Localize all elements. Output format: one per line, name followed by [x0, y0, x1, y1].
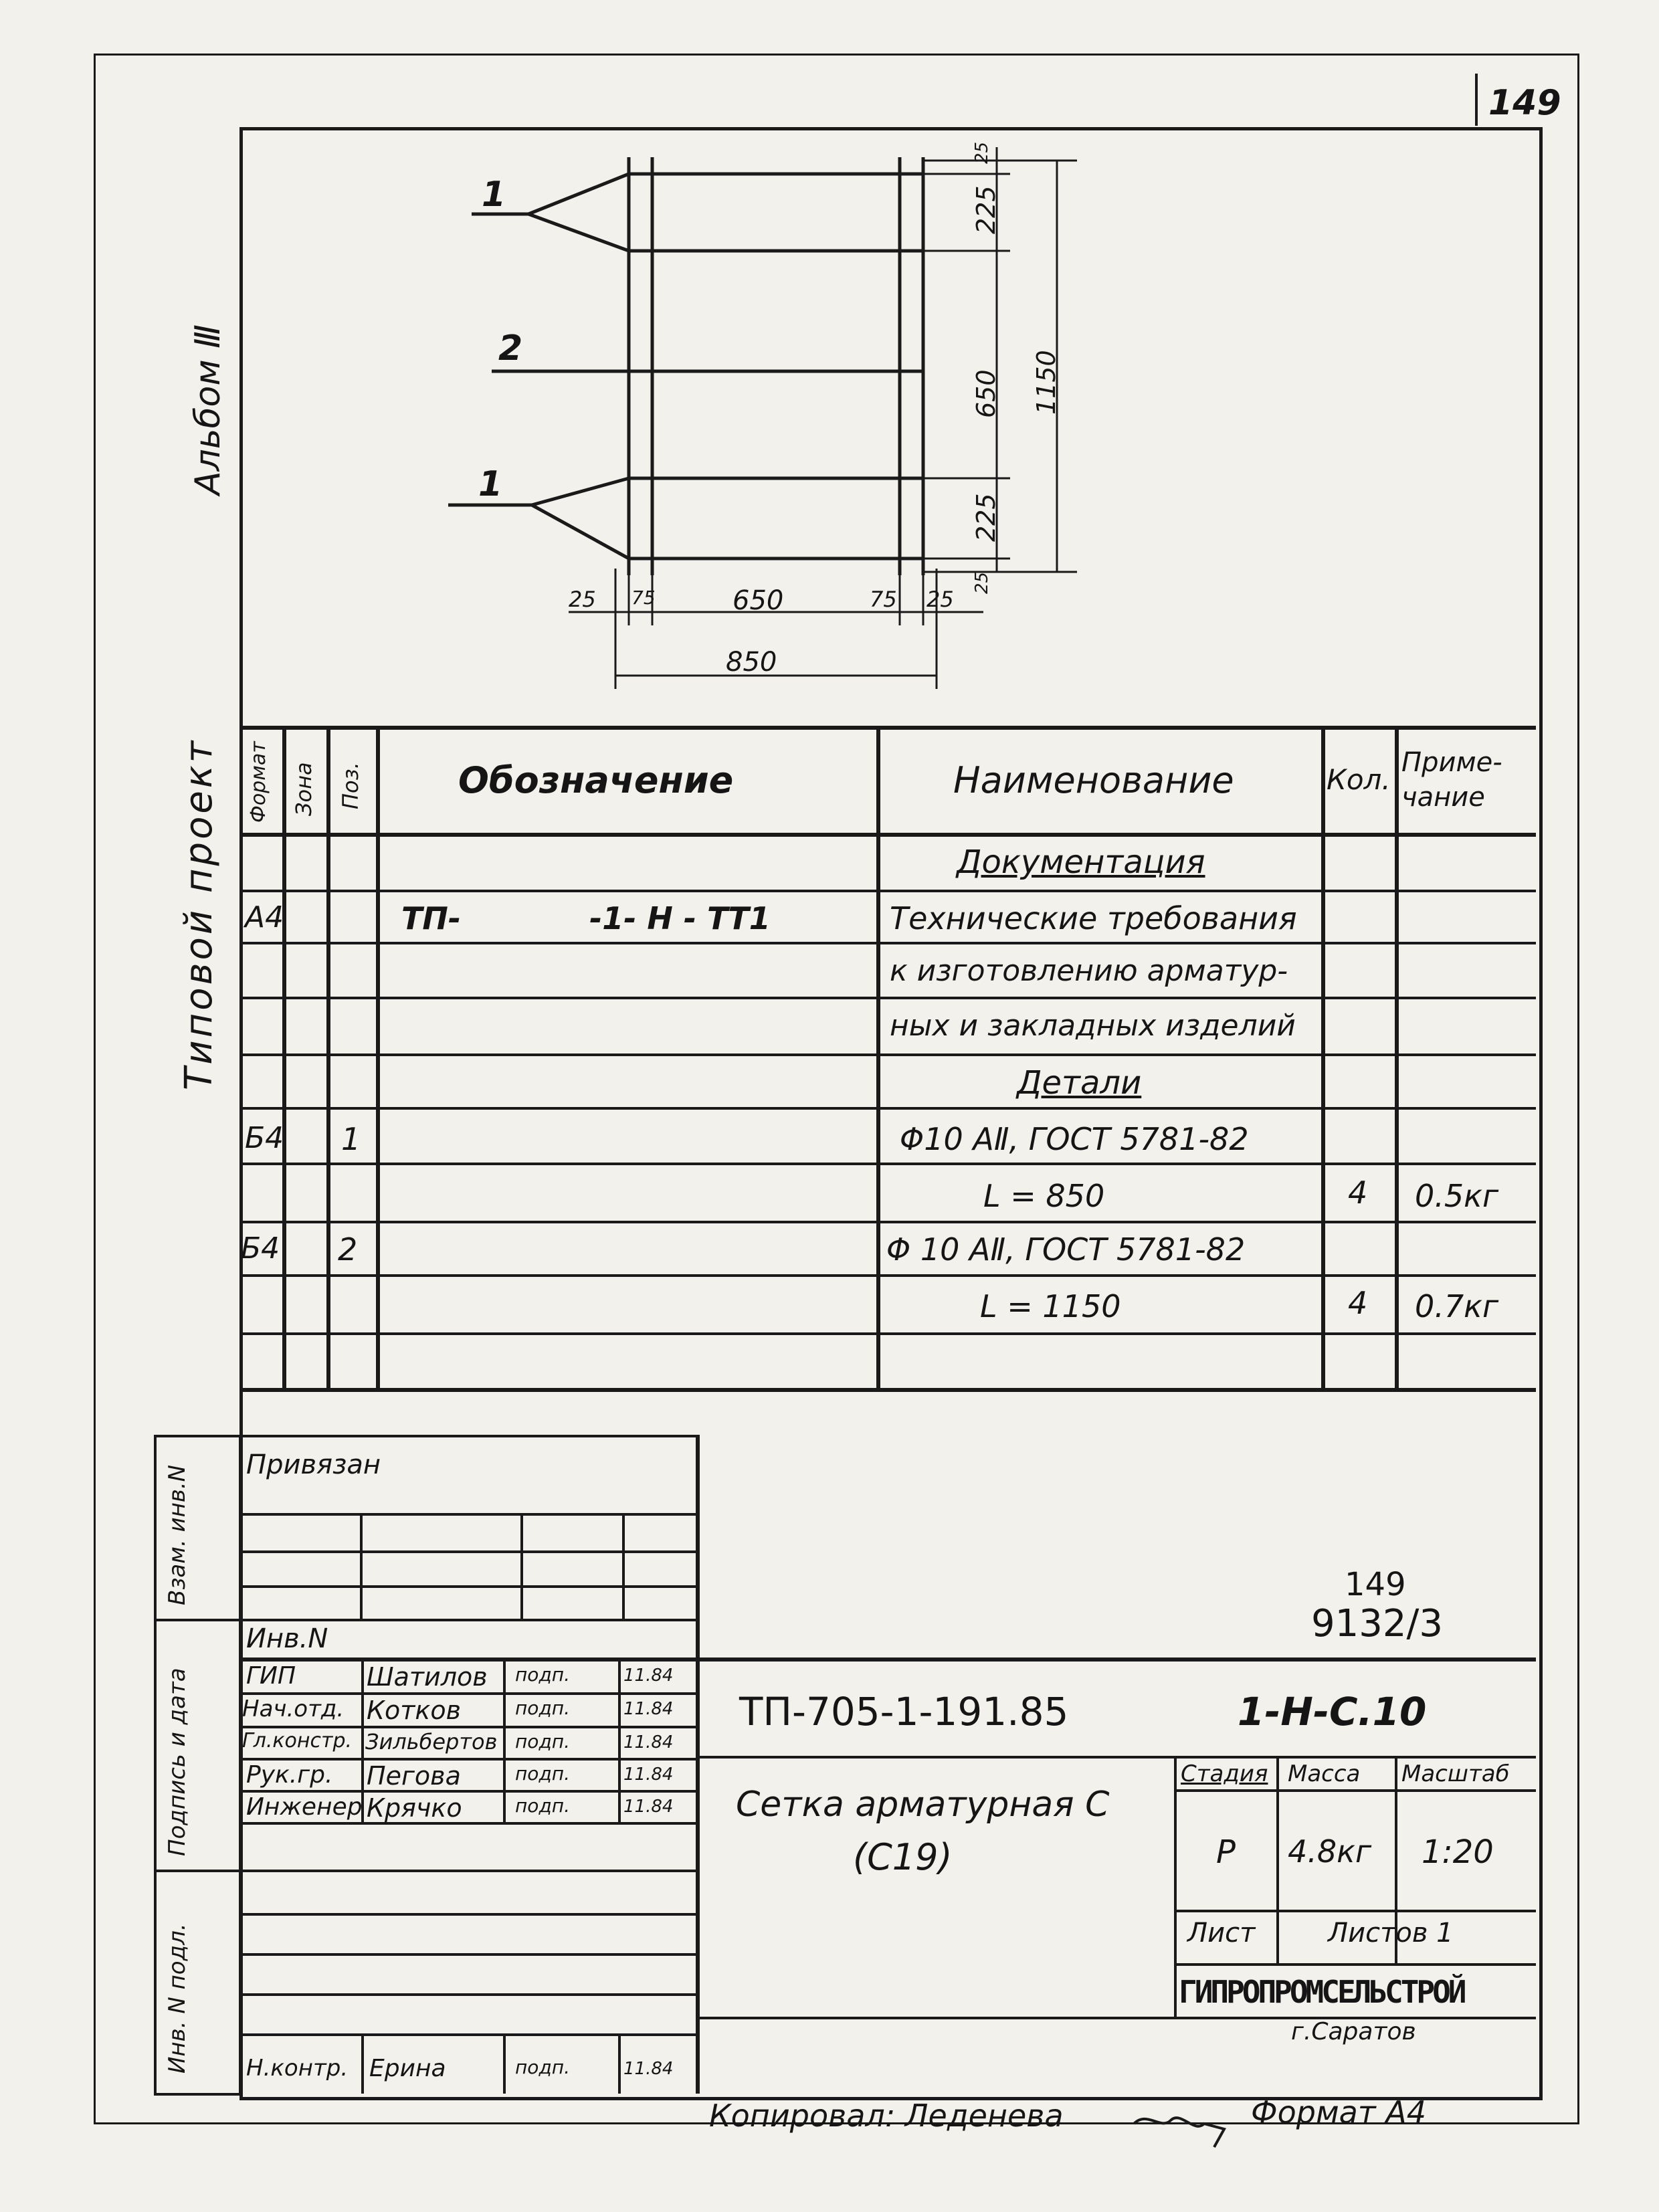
side-label-inv-podl: Инв. N подл.: [164, 1923, 191, 2074]
row-note: 0.7кг: [1415, 1288, 1499, 1324]
organization: ГИПРОПРОМСЕЛЬСТРОЙ: [1179, 1974, 1464, 2010]
staff-role: Инженер: [246, 1793, 363, 1821]
dim-label: 75: [870, 587, 897, 612]
dim-label: 75: [631, 587, 656, 609]
reinforcement-drawing: [0, 0, 1659, 722]
dim-label: 25: [926, 587, 954, 612]
side-label-sign-date: Подпись и дата: [164, 1668, 191, 1856]
row-name: Φ 10 АⅡ, ГОСТ 5781-82: [886, 1231, 1246, 1268]
sheet-number: 149: [1488, 83, 1561, 123]
header-note-line2: чание: [1401, 782, 1485, 813]
position-label: 1: [478, 464, 503, 504]
staff-role: Нач.отд.: [242, 1696, 345, 1722]
row-format: Б4: [245, 1121, 284, 1155]
dim-label: 25: [569, 587, 596, 612]
row-qty: 4: [1348, 1285, 1368, 1321]
dim-label: 225: [971, 493, 1001, 542]
header-zone: Зона: [291, 762, 316, 816]
doc-mark: 1-Н-С.10: [1238, 1689, 1427, 1734]
city: г.Саратов: [1291, 2018, 1416, 2045]
side-label-inv-vzam: Взам. инв.N: [164, 1464, 191, 1605]
dim-label: 25: [972, 571, 992, 594]
section-documentation: Документация: [957, 843, 1205, 881]
staff-role: Гл.констр.: [242, 1729, 353, 1752]
staff-role: ГИП: [246, 1662, 296, 1690]
stage-label: Стадия: [1181, 1761, 1268, 1787]
dim-label: 650: [733, 585, 784, 616]
header-name: Наименование: [953, 759, 1234, 801]
staff-date: 11.84: [623, 1732, 674, 1752]
scale-value: 1:20: [1422, 1833, 1494, 1871]
staff-sign: подп.: [515, 1730, 571, 1752]
staff-sign: подп.: [515, 1795, 571, 1817]
sheets-label: Листов 1: [1328, 1918, 1454, 1948]
row-pos: 1: [341, 1121, 361, 1157]
privyazan-label: Привязан: [246, 1449, 381, 1480]
row-format: А4: [245, 900, 284, 934]
staff-name: Шатилов: [367, 1662, 488, 1692]
staff-name: Зильбертов: [365, 1729, 498, 1754]
dim-label: 1150: [1032, 350, 1061, 415]
spec-table-top: [239, 726, 1536, 730]
row-designation: ТП- -1- Н - ТТ1: [401, 900, 771, 936]
row-name: L = 850: [983, 1178, 1105, 1214]
sheet-label: Лист: [1187, 1918, 1256, 1948]
staff-name: Пегова: [367, 1761, 461, 1791]
header-qty: Кол.: [1327, 763, 1391, 796]
position-label: 2: [498, 328, 523, 369]
staff-date: 11.84: [623, 1797, 674, 1817]
header-pos: Поз.: [338, 762, 363, 809]
doc-code: ТП-705-1-191.85: [739, 1689, 1069, 1734]
spec-table-bottom: [239, 1388, 1536, 1392]
staff-role: Рук.гр.: [246, 1761, 333, 1789]
header-designation: Обозначение: [458, 759, 734, 801]
title-line1: Сетка арматурная С: [736, 1785, 1110, 1825]
format-label: Формат А4: [1251, 2094, 1426, 2130]
mass-value: 4.8кг: [1288, 1833, 1372, 1870]
inv-label: Инв.N: [246, 1623, 328, 1654]
dim-label: 850: [726, 647, 777, 678]
row-name: ных и закладных изделий: [890, 1009, 1296, 1043]
header-format: Формат: [247, 741, 270, 823]
row-name: к изготовлению арматур-: [890, 954, 1288, 988]
row-note: 0.5кг: [1415, 1178, 1499, 1214]
ref-bottom: 9132/3: [1311, 1602, 1444, 1645]
section-details: Детали: [1017, 1064, 1142, 1102]
nkontr-date: 11.84: [623, 2059, 674, 2079]
dim-label: 25: [972, 141, 992, 164]
row-pos: 2: [338, 1231, 358, 1268]
stage-value: Р: [1216, 1833, 1236, 1871]
staff-date: 11.84: [623, 1699, 674, 1719]
staff-date: 11.84: [623, 1765, 674, 1785]
staff-sign: подп.: [515, 1697, 571, 1719]
row-name: Φ10 АⅡ, ГОСТ 5781-82: [900, 1121, 1249, 1157]
position-label: 1: [482, 175, 506, 215]
row-qty: 4: [1348, 1175, 1368, 1211]
ref-top: 149: [1345, 1566, 1406, 1603]
nkontr-sign: подп.: [515, 2056, 571, 2078]
row-format: Б4: [241, 1231, 280, 1266]
mass-label: Масса: [1288, 1761, 1361, 1787]
scale-label: Масштаб: [1401, 1761, 1510, 1787]
nkontr-role: Н.контр.: [246, 2055, 349, 2082]
copyist-signature: [1131, 2097, 1251, 2150]
spec-header-bottom: [239, 833, 1536, 837]
side-label-album: Альбом Ⅲ: [188, 324, 228, 495]
title-line2: (С19): [853, 1836, 953, 1878]
row-name: Технические требования: [890, 900, 1297, 936]
staff-sign: подп.: [515, 1763, 571, 1785]
staff-name: Крячко: [367, 1793, 462, 1823]
row-name: L = 1150: [980, 1288, 1121, 1324]
header-note-line1: Приме-: [1401, 747, 1502, 778]
dim-label: 650: [971, 369, 1001, 418]
copied-by: Копировал: Леденева: [709, 2098, 1064, 2134]
side-label-project: Типовой проект: [177, 738, 221, 1090]
nkontr-name: Ерина: [369, 2055, 446, 2082]
dim-label: 225: [971, 185, 1001, 234]
staff-sign: подп.: [515, 1664, 571, 1686]
staff-date: 11.84: [623, 1666, 674, 1686]
staff-name: Котков: [367, 1696, 461, 1725]
